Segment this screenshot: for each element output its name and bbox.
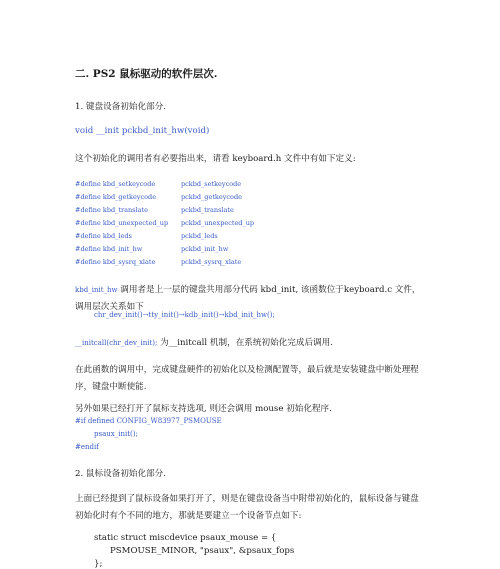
define-name: #define kbd_sysrq_xlate — [75, 258, 156, 266]
define-value: pckbd_translate — [181, 206, 234, 214]
define-name: #define kbd_init_hw — [75, 245, 143, 253]
caller-text: 调用者是上一层的键盘共用部分代码 kbd_init, 该函数位于keyboard.c 文件，调用层次关系如下 — [75, 285, 421, 312]
define-row — [75, 178, 375, 191]
initcall-func: __initcall(chr_dev_init); — [75, 339, 158, 347]
define-list — [75, 178, 375, 269]
step1-heading: 1. 键盘设备初始化部分. — [75, 102, 167, 112]
define-row — [75, 191, 375, 204]
define-row — [75, 204, 375, 217]
define-name: #define kbd_getkeycode — [75, 193, 157, 201]
caller-func: kbd_init_hw — [75, 286, 118, 294]
define-value: pckbd_init_hw — [181, 245, 229, 253]
ifdef-line: #if defined CONFIG_W83977_PSMOUSE — [75, 417, 222, 425]
define-value: pckbd_unexpected_up — [181, 219, 255, 227]
define-row — [75, 243, 375, 256]
define-value: pckbd_sysrq_xlate — [181, 258, 242, 266]
code-line-2: PSMOUSE_MINOR, "psaux", &psaux_fops — [110, 546, 295, 556]
define-value: pckbd_getkeycode — [181, 193, 242, 201]
init-paragraph: 在此函数的调用中，完成键盘硬件的初始化以及检测配置等，最后就是安装键盘中断处理程序，键盘中断使能. — [75, 365, 419, 392]
define-row — [75, 217, 375, 230]
define-name: #define kbd_setkeycode — [75, 180, 156, 188]
call-chain: chr_dev_init()→tty_init()→kdb_init()→kbd_init_hw(); — [94, 311, 275, 319]
step2-paragraph: 上面已经提到了鼠标设备如果打开了，则是在键盘设备当中附带初始化的，鼠标设备与键盘初始化时有个不同的地方，那就是要建立一个设备节点如下: — [75, 494, 419, 521]
mouse-paragraph: 另外如果已经打开了鼠标支持选项, 则还会调用 mouse 初始化程序. — [75, 404, 332, 414]
code-line-1: static struct miscdevice psaux_mouse = { — [94, 533, 277, 543]
define-name: #define kbd_unexpected_up — [75, 219, 169, 227]
define-row — [75, 256, 375, 269]
page-title: 二. PS2 鼠标驱动的软件层次. — [75, 68, 218, 80]
define-value: pckbd_setkeycode — [181, 180, 242, 188]
psaux-init-line: psaux_init(); — [94, 430, 138, 438]
initcall-text: 为__initcall 机制，在系统初始化完成后调用. — [157, 338, 333, 348]
define-name: #define kbd_translate — [75, 206, 148, 214]
init-function-signature: void __init pckbd_init_hw(void) — [75, 126, 210, 136]
initcall-line — [75, 336, 333, 348]
define-row — [75, 230, 375, 243]
define-value: pckbd_leds — [181, 232, 218, 240]
define-name: #define kbd_leds — [75, 232, 132, 240]
endif-line: #endif — [75, 443, 99, 451]
code-line-3: }; — [94, 559, 103, 569]
step2-heading: 2. 鼠标设备初始化部分. — [75, 469, 167, 479]
intro-line: 这个初始化的调用者有必要指出来，请看 keyboard.h 文件中有如下定义: — [75, 154, 356, 164]
